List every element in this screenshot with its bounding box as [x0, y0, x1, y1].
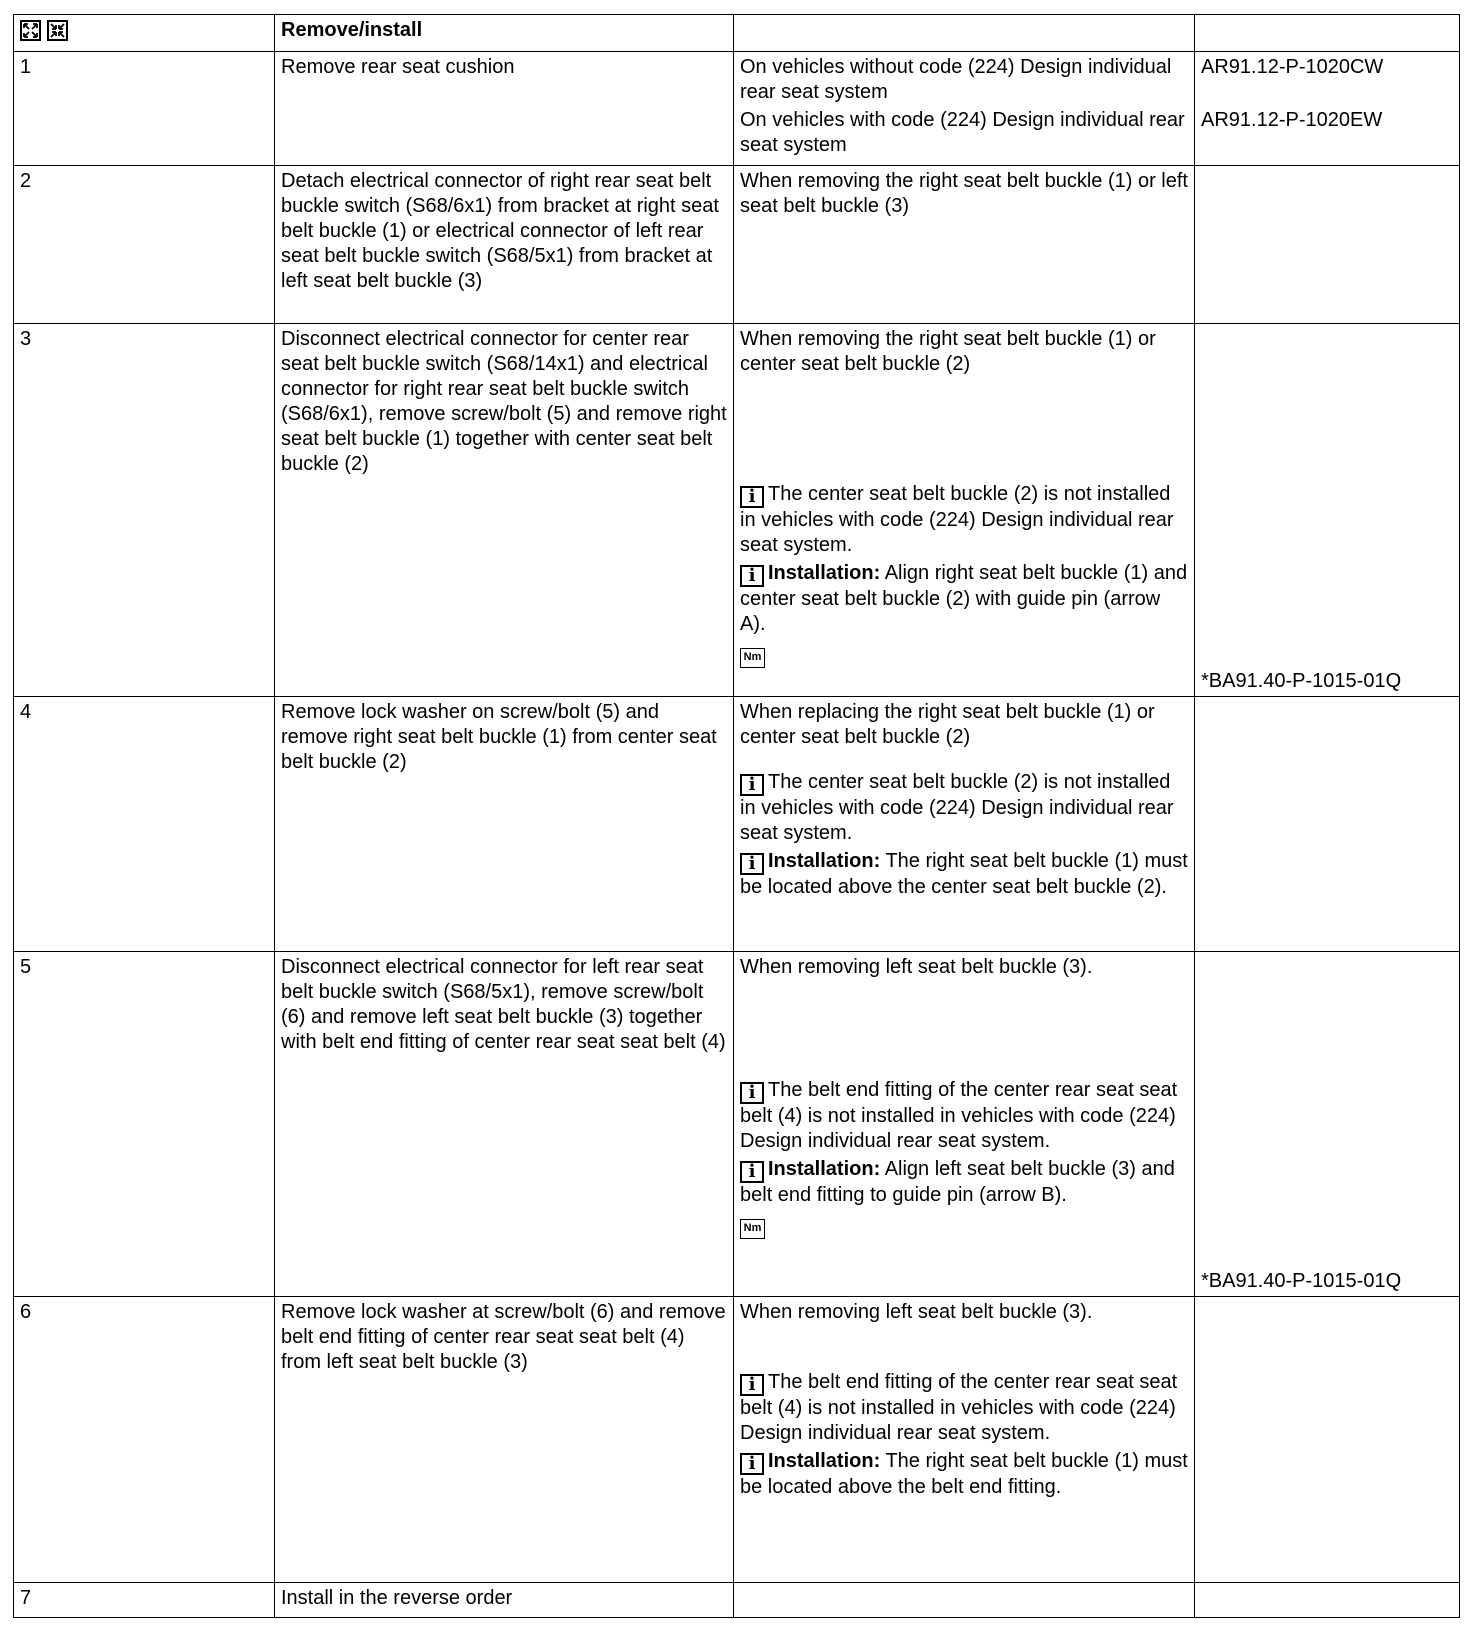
info-label: Installation:: [768, 850, 881, 873]
info-label: Installation:: [768, 561, 881, 584]
step-note: When removing left seat belt buckle (3).: [740, 1300, 1093, 1323]
info-label: Installation:: [768, 1449, 881, 1472]
step-action: Disconnect electrical connector for left rear seat belt buckle switch (S68/5x1), remove screw/bolt (6) and remove left seat belt buckle (3) together with belt end fitting of center rear seat seat belt (4): [275, 952, 734, 1296]
step-note: When removing left seat belt buckle (3).: [740, 956, 1093, 979]
step-number: 7: [14, 1582, 275, 1617]
step-note: When replacing the right seat belt buckle (1) or center seat belt buckle (2): [740, 701, 1155, 749]
info-icon: i: [740, 1374, 764, 1396]
step-notes: [734, 1582, 1195, 1617]
step-number: 3: [14, 323, 275, 696]
table-row: [14, 166, 1460, 324]
info-text: The right seat belt buckle (1) must be located above the center seat belt buckle (2).: [740, 850, 1188, 899]
header-tools-cell: [14, 15, 275, 52]
info-text: Align right seat belt buckle (1) and center seat belt buckle (2) with guide pin (arrow A).: [740, 561, 1188, 635]
step-action: Install in the reverse order: [275, 1582, 734, 1617]
table-row: [14, 52, 1460, 166]
step-notes: [734, 323, 1195, 696]
header-empty-cell: [1195, 15, 1460, 52]
info-note: [740, 561, 1188, 637]
info-note: [740, 1078, 1188, 1154]
step-number: 5: [14, 952, 275, 1296]
step-refs: [1195, 52, 1460, 166]
step-action: Remove rear seat cushion: [275, 52, 734, 166]
info-note: [740, 1449, 1188, 1500]
step-notes: [734, 697, 1195, 952]
info-note: [740, 482, 1188, 558]
info-note: [740, 1370, 1188, 1446]
step-refs: [1195, 166, 1460, 324]
info-note: [740, 770, 1188, 846]
info-icon: i: [740, 1453, 764, 1475]
table-row: [14, 1582, 1460, 1617]
step-number: 2: [14, 166, 275, 324]
step-refs: [1195, 952, 1460, 1296]
header-empty-cell: [734, 15, 1195, 52]
step-refs: [1195, 697, 1460, 952]
reference-link[interactable]: *BA91.40-P-1015-01Q: [1201, 1269, 1402, 1292]
info-icon: i: [740, 853, 764, 875]
info-text: Align left seat belt buckle (3) and belt end fitting to guide pin (arrow B).: [740, 1158, 1175, 1207]
info-text: The center seat belt buckle (2) is not installed in vehicles with code (224) Design individual rear seat system.: [740, 482, 1174, 556]
step-refs: [1195, 323, 1460, 696]
step-note: On vehicles without code (224) Design individual rear seat system: [740, 56, 1172, 104]
step-notes: [734, 52, 1195, 166]
info-text: The belt end fitting of the center rear seat seat belt (4) is not installed in vehicles with code (224) Design individual rear seat system.: [740, 1370, 1178, 1444]
reference-link[interactable]: AR91.12-P-1020CW: [1201, 56, 1384, 79]
step-number: 4: [14, 697, 275, 952]
header-row: [14, 15, 1460, 52]
info-label: Installation:: [768, 1158, 881, 1181]
table-row: [14, 697, 1460, 952]
step-note: When removing the right seat belt buckle (1) or center seat belt buckle (2): [740, 327, 1156, 375]
info-icon: i: [740, 774, 764, 796]
step-refs: [1195, 1582, 1460, 1617]
info-icon: i: [740, 565, 764, 587]
table-row: [14, 323, 1460, 696]
info-text: The right seat belt buckle (1) must be located above the belt end fitting.: [740, 1449, 1188, 1498]
info-icon: i: [740, 1082, 764, 1104]
step-note: On vehicles with code (224) Design individual rear seat system: [740, 109, 1185, 157]
torque-icon[interactable]: Nm: [740, 1219, 765, 1239]
info-text: The center seat belt buckle (2) is not installed in vehicles with code (224) Design individual rear seat system.: [740, 771, 1174, 845]
step-action: Remove lock washer on screw/bolt (5) and remove right seat belt buckle (1) from center seat belt buckle (2): [275, 697, 734, 952]
step-refs: [1195, 1296, 1460, 1582]
info-icon: i: [740, 1161, 764, 1183]
info-note: [740, 1157, 1188, 1208]
expand-all-icon[interactable]: [20, 20, 41, 41]
reference-link[interactable]: AR91.12-P-1020EW: [1201, 109, 1383, 132]
step-number: 1: [14, 52, 275, 166]
step-number: 6: [14, 1296, 275, 1582]
table-row: [14, 1296, 1460, 1582]
table-row: [14, 952, 1460, 1296]
reference-link[interactable]: *BA91.40-P-1015-01Q: [1201, 670, 1402, 693]
step-action: Disconnect electrical connector for center rear seat belt buckle switch (S68/14x1) and electrical connector for right rear seat belt buckle switch (S68/6x1), remove screw/bolt (5) and remove right seat belt buckle (1) together with center seat belt buckle (2): [275, 323, 734, 696]
info-note: [740, 849, 1188, 900]
step-notes: [734, 952, 1195, 1296]
step-action: Remove lock washer at screw/bolt (6) and remove belt end fitting of center rear seat seat belt (4) from left seat belt buckle (3): [275, 1296, 734, 1582]
step-notes: [734, 1296, 1195, 1582]
step-action: Detach electrical connector of right rear seat belt buckle switch (S68/6x1) from bracket at right seat belt buckle (1) or electrical connector of left rear seat belt buckle switch (S68/5x1) from bracket at left seat belt buckle (3): [275, 166, 734, 324]
info-icon: i: [740, 486, 764, 508]
info-text: The belt end fitting of the center rear seat seat belt (4) is not installed in vehicles with code (224) Design individual rear seat system.: [740, 1079, 1178, 1153]
procedure-table: [13, 14, 1460, 1618]
collapse-all-icon[interactable]: [47, 20, 68, 41]
torque-icon[interactable]: Nm: [740, 648, 765, 668]
header-title: Remove/install: [275, 15, 734, 52]
step-note: When removing the right seat belt buckle (1) or left seat belt buckle (3): [734, 166, 1195, 324]
